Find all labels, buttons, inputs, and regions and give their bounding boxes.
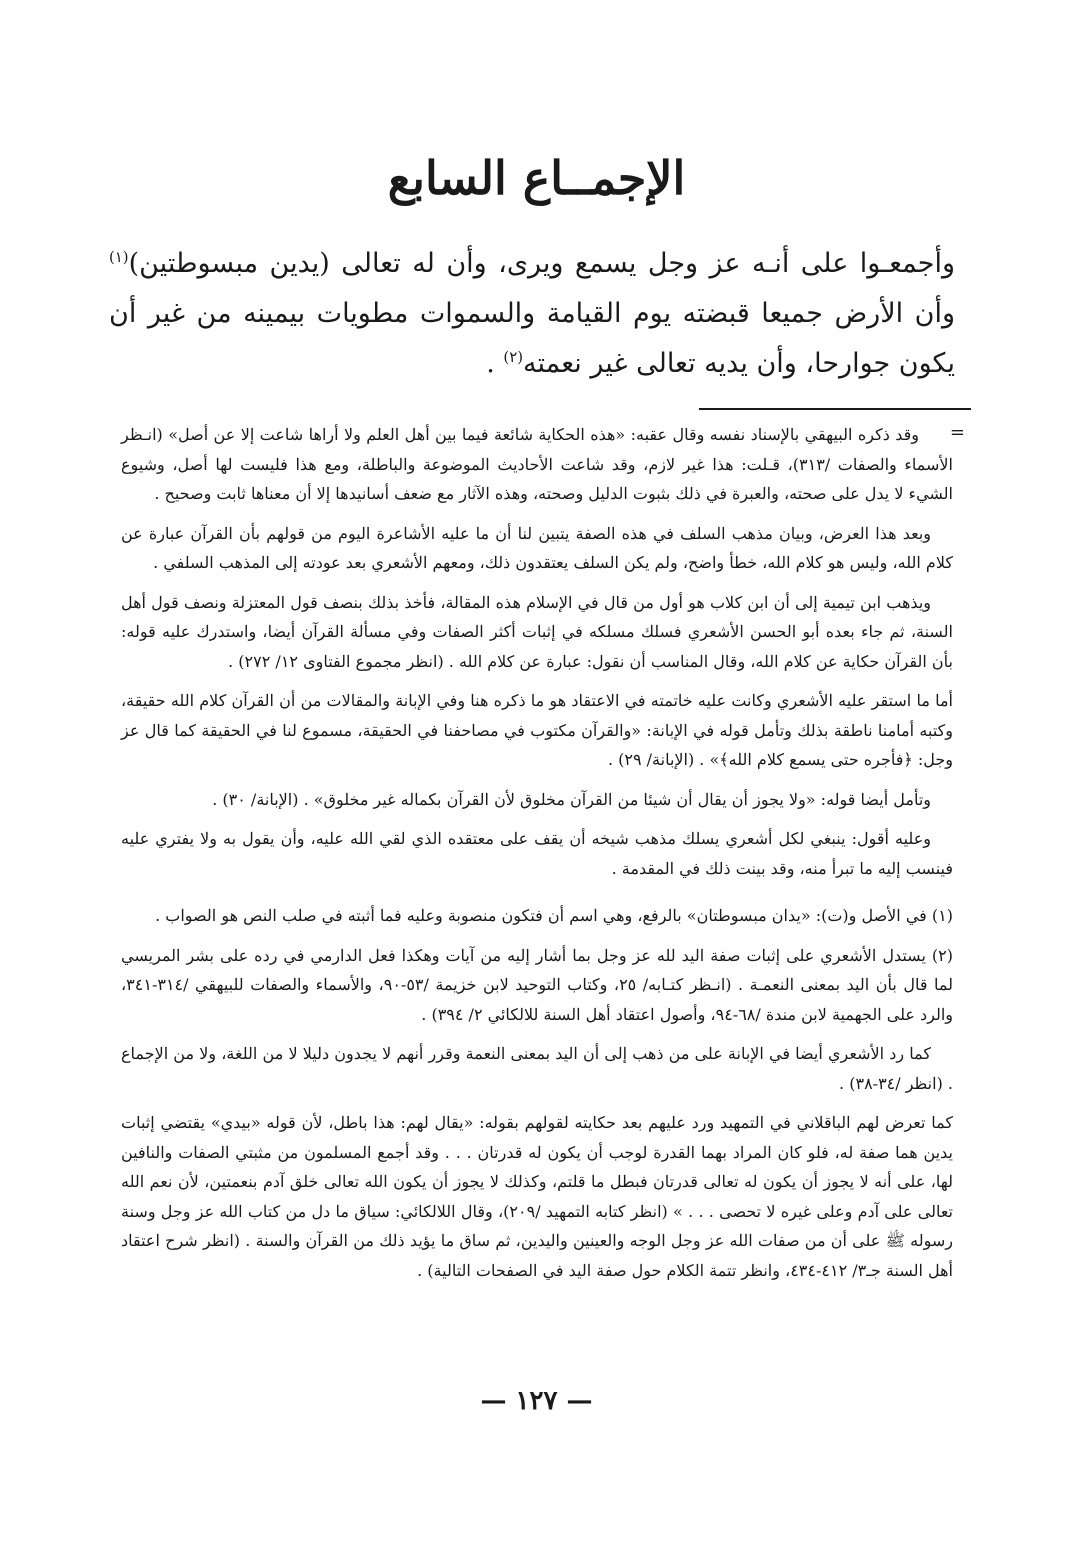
footnote-text: كما رد الأشعري أيضا في الإبانة على من ذهب إلى أن اليد بمعنى النعمة وقرر أنهم لا يجدون دليلا لا من اللغة، ولا من الإجماع . (انظر /٣٤-٣٨) . <box>121 1044 953 1093</box>
footnote-text: في الأصل و(ت): «يدان مبسوطتان» بالرفع، وهي اسم أن فتكون منصوبة وعليه فما أثبته في صلب النص هو الصواب . <box>155 906 932 925</box>
footnote-1 <box>121 901 953 931</box>
main-text-end: . <box>486 348 504 379</box>
footnote-list <box>121 901 953 1285</box>
page-number: — ١٢٧ — <box>480 1386 593 1416</box>
footnote-separator <box>699 408 971 410</box>
footnote-ref-1[interactable]: (١) <box>109 248 129 266</box>
main-text-continued: وأن الأرض جميعا قبضته يوم القيامة والسموات مطويات بيمينه من غير أن يكون جوارحا، وأن يديه تعالى غير نعمته <box>109 298 955 379</box>
footnote-text: كما تعرض لهم الباقلاني في التمهيد ورد عليهم بعد حكايته لقولهم بقوله: «يقال لهم: هذا باطل، لأن قوله «بيدي» يقتضي إثبات يدين هما صفة له، فلو كان المراد بهما القدرة لوجب أن يكون له قدرتان . . . وقد أجمع المسلمون من مثبتي الصفات والنافين لها، على أنه لا يجوز أن يكون له تعالى قدرتان فبطل ما قلتم، وكذلك لا يجوز أن يكون الله تعالى خلق آدم بنعمتين، لأن نعم الله تعالى على آدم وعلى غيره لا تحصى . . . » (انظر كتابه التمهيد /٢٠٩)، وقال اللالكائي: سياق ما دل من كتاب الله عز وجل وسنة رسوله ﷺ على أن من صفات الله عز وجل الوجه والعينين واليدين، ثم ساق ما يؤيد ذلك من القرآن والسنة . (انظر شرح اعتقاد أهل السنة جـ٣/ ٤١٢-٤٣٤، وانظر تتمة الكلام حول صفة اليد في الصفحات التالية) . <box>121 1113 954 1280</box>
footnote-2-continued <box>121 1108 953 1285</box>
continued-note-paragraph: ويذهب ابن تيمية إلى أن ابن كلاب هو أول من قال في الإسلام هذه المقالة، فأخذ بذلك بنصف قول المعتزلة ونصف قول أهل السنة، ثم جاء بعده أبو الحسن الأشعري فسلك مسلكه في إثبات أكثر الصفات وفي مسألة القرآن أيضا، واستدرك عليه قوله: بأن القرآن حكاية عن كلام الله، وقال المناسب أن نقول: عبارة عن كلام الله . (انظر مجموع الفتاوى ١٢/ ٢٧٢) . <box>121 592 953 671</box>
continued-note-paragraph: أما ما استقر عليه الأشعري وكانت عليه خاتمته في الاعتقاد هو ما ذكره هنا وفي الإبانة والمقالات من أن القرآن كلام الله حقيقة، وكتبه أمامنا ناطقة بذلك وتأمل قوله في الإبانة: «والقرآن مكتوب في مصاحفنا في الحقيقة، مسموع لنا في الحقيقة كما قال عز وجل: ﴿فأجره حتى يسمع كلام الله﴾» . (الإبانة/ ٢٩) . <box>121 691 953 769</box>
footnote-ref-2[interactable]: (٢) <box>503 348 523 366</box>
continued-note-paragraph: وعليه أقول: ينبغي لكل أشعري يسلك مذهب شيخه أن يقف على معتقده الذي لقي الله عليه، وأن يقول به ولا يفتري عليه فينسب إليه ما تبرأ منه، وقد بينت ذلك في المقدمة . <box>121 829 953 878</box>
continued-note-paragraph: وقد ذكره البيهقي بالإسناد نفسه وقال عقبه: «هذه الحكاية شائعة فيما بين أهل العلم ولا أراها شاعت إلا عن أصل» (انـظر الأسماء والصفات /٣١٣)، قـلت: هذا غير لازم، وقد شاعت الأحاديث الموضوعة والباطلة، ومع هذا فليست لها أصل، وشيوع الشيء لا يدل على صحته، والعبرة في ذلك بثبوت الدليل وصحته، وهذه الآثار مع ضعف أسانيدها إلا أن معناها ثابت وصحيح . <box>121 425 954 503</box>
footnote-2 <box>121 941 953 1030</box>
main-paragraph <box>109 239 955 389</box>
continued-note-paragraph: وبعد هذا العرض، وبيان مذهب السلف في هذه الصفة يتبين لنا أن ما عليه الأشاعرة اليوم من قولهم بأن القرآن عبارة عن كلام الله، وليس هو كلام الله، خطأ واضح، ولم يكن السلف يعتقدون ذلك، ومعهم الأشعري بعد عودته إلى المذهب السلفي . <box>121 523 953 572</box>
footnote-number: (٢) <box>931 945 953 965</box>
footnote-text: يستدل الأشعري على إثبات صفة اليد لله عز وجل بما أشار إليه من آيات وهكذا فعل الدارمي في رده على بشر المريسي لما قال بأن اليد بمعنى النعمـة . (انـظر كتـابه/ ٢٥، وكتاب التوحيد لابن خزيمة /٥٣-٩٠، والأسماء والصفات للبيهقي /٣١٤-٣٤١، والرد على الجهمية لابن مندة /٦٨-٩٤، وأصول اعتقاد أهل السنة للالكائي ٢/ ٣٩٤) . <box>121 945 953 1024</box>
footnotes-section <box>121 420 953 1295</box>
footnote-2-continued <box>121 1039 953 1098</box>
main-text: وأجمعـوا على أنـه عز وجل يسمع ويرى، وأن له تعالى (يدين مبسوطتين) <box>128 248 955 279</box>
footnote-number: (١) <box>931 906 953 925</box>
page-title: الإجمــاع السابع <box>387 150 686 205</box>
continuation-marker: = <box>949 422 965 443</box>
continued-note-paragraph: وتأمل أيضا قوله: «ولا يجوز أن يقال أن شيئا من القرآن مخلوق لأن القرآن بكماله غير مخلوق» . (الإبانة/ ٣٠) . <box>212 789 931 809</box>
